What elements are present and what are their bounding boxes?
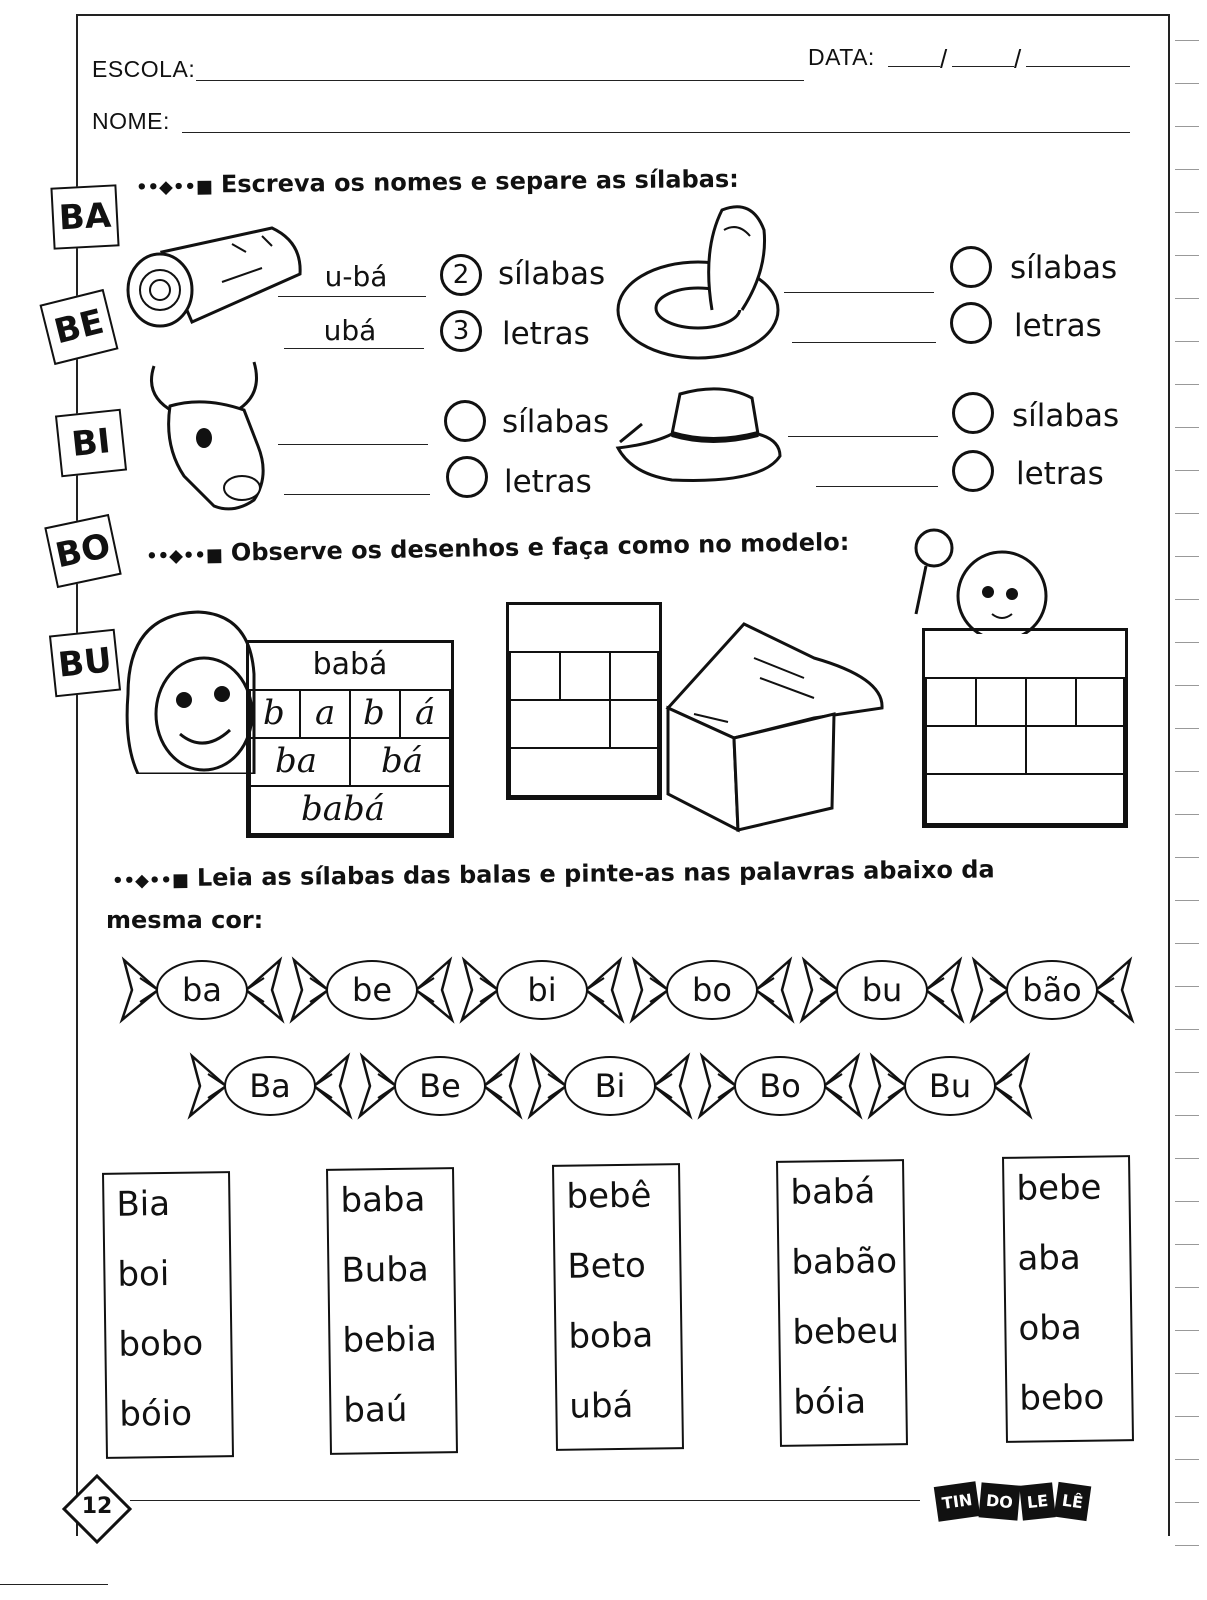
syllables-label: sílabas [1010,250,1118,286]
ox-illustration [134,356,284,516]
word-item[interactable]: babá [790,1171,876,1213]
letter-cell[interactable] [509,651,561,701]
word-item[interactable]: boba [568,1315,654,1357]
letter-cell: a [299,689,351,739]
word-item[interactable]: aba [1017,1237,1081,1279]
letter-cell[interactable] [1025,677,1077,727]
date-separator: / [940,44,948,74]
date-month-line[interactable] [952,66,1014,67]
candy-syllable: Ba [224,1056,316,1116]
empty-grid-2[interactable] [922,628,1128,828]
word-item[interactable]: boi [117,1253,170,1295]
bullet-icon: ••◆••■ [145,544,224,568]
letter-cell[interactable] [925,677,977,727]
candy[interactable] [458,950,626,1030]
baby-illustration [896,514,1052,634]
candy-syllable: Bo [734,1056,826,1116]
word-item[interactable]: bobo [118,1323,204,1365]
syllable-count-circle[interactable] [444,400,486,442]
letters-label: letras [502,316,590,352]
bullet-icon: ••◆••■ [111,869,190,892]
letter-count-circle[interactable] [446,456,488,498]
school-input-line[interactable] [196,80,804,81]
candy-syllable: bu [836,960,928,1020]
syllabified-answer-line[interactable] [784,292,934,293]
candy[interactable] [526,1046,694,1126]
word-item[interactable]: bebê [566,1175,652,1217]
letter-cell[interactable] [1075,677,1125,727]
date-day-line[interactable] [888,66,940,67]
exercise3-instruction: ••◆••■ Leia as sílabas das balas e pinte-as nas palavras abaixo da [111,855,995,892]
syllable-cell: ba [249,737,351,787]
letters-label: letras [1014,308,1102,344]
letter-count-circle[interactable] [952,450,994,492]
syllable-card-bo: BO [44,514,121,588]
word-answer: ubá [323,314,377,347]
exercise3-instruction-cont: mesma cor: [106,906,264,934]
word-item[interactable]: Beto [567,1245,647,1287]
syllable-card-ba: BA [50,184,119,249]
candy[interactable] [118,950,286,1030]
candy[interactable] [798,950,966,1030]
date-separator: / [1014,44,1022,74]
date-year-line[interactable] [1026,66,1130,67]
letter-cell: b [349,689,401,739]
word-item[interactable]: bebe [1016,1167,1102,1209]
syllable-count-circle[interactable]: 2 [440,254,482,296]
syllabified-answer: u-bá [324,260,388,293]
date-label: DATA: [808,44,875,70]
school-label: ESCOLA: [92,56,196,82]
model-word-grid [246,640,454,838]
letter-cell: b [249,689,301,739]
word-item[interactable]: bóia [793,1381,867,1423]
letter-count-circle[interactable] [950,302,992,344]
syllable-cell[interactable] [925,725,1027,775]
word-answer-line[interactable] [284,494,430,495]
word-answer-line[interactable] [816,486,938,487]
treasure-chest-illustration [664,618,888,834]
syllables-label: sílabas [1012,398,1120,434]
log-illustration [122,222,306,332]
candy[interactable] [696,1046,864,1126]
candy[interactable] [968,950,1136,1030]
candy-syllable: Bi [564,1056,656,1116]
candy-syllable: be [326,960,418,1020]
letter-cell[interactable] [975,677,1027,727]
word-item[interactable]: bebo [1019,1377,1105,1419]
word-item[interactable]: oba [1018,1307,1082,1349]
candy-syllable: ba [156,960,248,1020]
candy[interactable] [356,1046,524,1126]
syllables-label: sílabas [498,256,606,292]
word-column-1 [102,1171,234,1459]
syllable-count-circle[interactable] [952,392,994,434]
word-cell[interactable] [509,747,659,797]
syllabified-answer-line[interactable] [278,296,426,297]
footer-line [130,1500,920,1501]
candy-syllable: bão [1006,960,1098,1020]
model-word: babá [312,647,388,682]
syllable-card-bi: BI [55,409,127,478]
syllabified-answer-line[interactable] [278,444,428,445]
syllable-card-bu: BU [49,629,121,698]
name-input-line[interactable] [182,132,1130,133]
exercise2-instruction: ••◆••■ Observe os desenhos e faça como no modelo: [145,527,850,568]
word-item[interactable]: bebia [342,1319,438,1361]
word-column-4 [776,1159,908,1447]
syllables-label: sílabas [502,404,610,440]
syllable-cell[interactable] [609,699,659,749]
hat-illustration [612,384,788,504]
word-item[interactable]: baba [340,1179,426,1221]
word-item[interactable]: Bia [116,1183,171,1225]
word-item[interactable]: Buba [341,1249,430,1291]
word-item[interactable]: bebeu [792,1311,900,1353]
swan-float-illustration [612,200,788,366]
candy-syllable: Be [394,1056,486,1116]
candy-syllable: bi [496,960,588,1020]
word-cell: babá [249,785,451,835]
syllable-cell[interactable] [1025,725,1125,775]
letter-cell[interactable] [609,651,659,701]
letters-label: letras [504,464,592,500]
candy[interactable] [866,1046,1034,1126]
notebook-binding [1175,10,1199,1570]
word-item[interactable]: babão [791,1241,898,1283]
syllable-cell: bá [349,737,451,787]
candy-syllable: Bu [904,1056,996,1116]
word-column-5 [1002,1155,1134,1443]
letter-count-circle[interactable]: 3 [440,310,482,352]
empty-grid-1[interactable] [506,602,662,800]
syllable-count-circle[interactable] [950,246,992,288]
nanny-illustration [118,604,258,774]
letters-label: letras [1016,456,1104,492]
letter-cell[interactable] [559,651,611,701]
corner-line [0,1584,108,1585]
syllabified-answer-line[interactable] [788,436,938,437]
word-column-2 [326,1167,458,1455]
bullet-icon: ••◆••■ [135,176,214,199]
tindolele-logo: TIN DO LE LÊ [936,1484,1089,1519]
candy[interactable] [628,950,796,1030]
word-cell[interactable] [925,773,1125,825]
word-answer-line[interactable] [792,342,936,343]
word-column-3 [552,1163,684,1451]
candy[interactable] [288,950,456,1030]
candy[interactable] [186,1046,354,1126]
word-answer-line[interactable] [284,348,424,349]
word-item[interactable]: bóio [119,1393,193,1435]
letter-cell: á [399,689,451,739]
word-item[interactable]: ubá [569,1385,634,1427]
page-number: 12 [81,1494,113,1519]
exercise1-instruction: ••◆••■ Escreva os nomes e separe as sílabas: [135,164,739,199]
candy-syllable: bo [666,960,758,1020]
syllable-cell[interactable] [509,699,611,749]
word-item[interactable]: baú [343,1389,408,1431]
name-label: NOME: [92,108,170,134]
syllable-card-be: BE [39,289,118,365]
